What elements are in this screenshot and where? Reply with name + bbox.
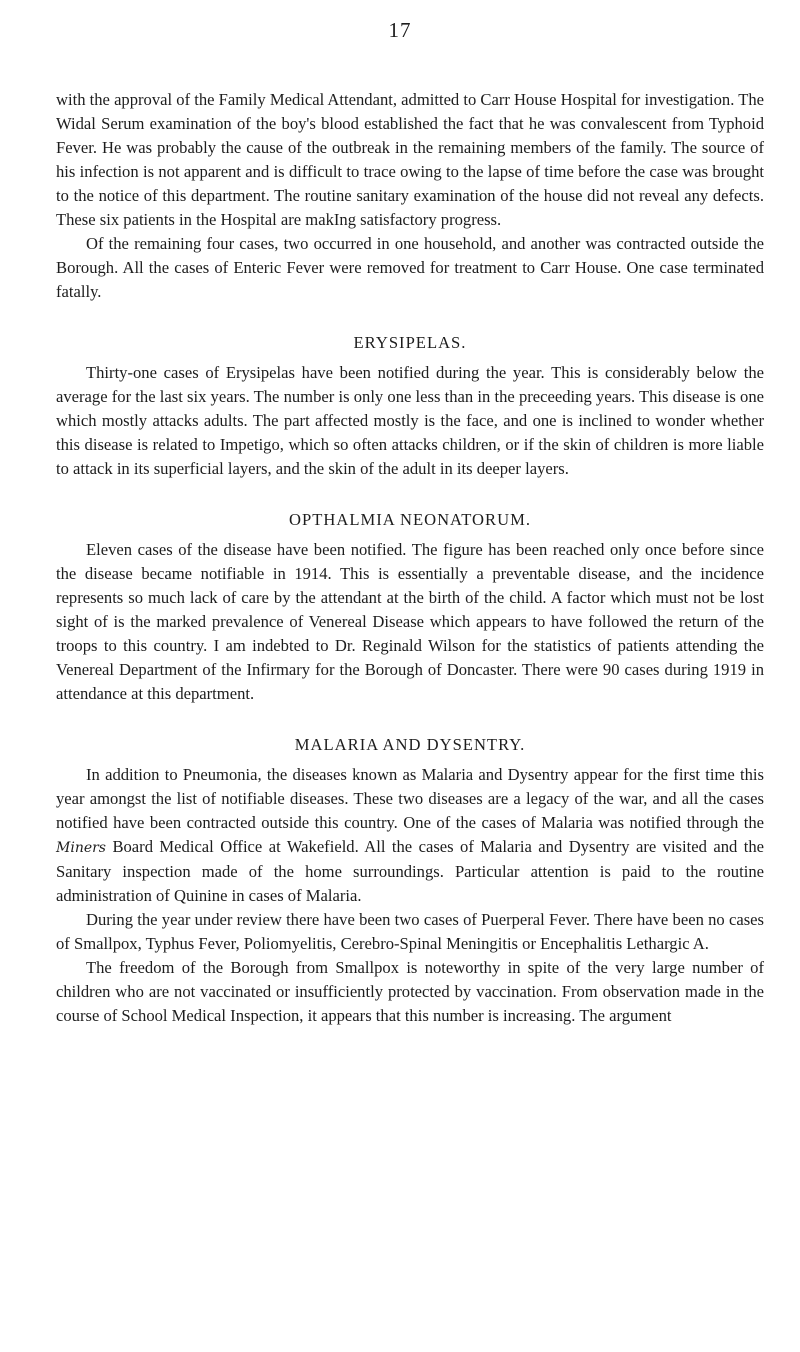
section-heading-opthalmia: OPTHALMIA NEONATORUM. — [289, 510, 531, 529]
malaria-paragraph-2: During the year under review there have been two cases of Puerperal Fever. There have been no cases of Smallpox, Typhus Fever, Poliomyelitis, Cerebro-Spinal Meningitis or Encephalitis Lethargic A. — [56, 910, 764, 953]
opthalmia-paragraph: Eleven cases of the disease have been notified. The figure has been reached only once before since the disease became notifiable in 1914. This is essentially a preventable disease, and the incidence represents so much lack of care by the attendant at the birth of the child. A factor which must not be lost sight of is the marked prevalence of Venereal Disease which appears to have followed the return of the troops to this country. I am indebted to Dr. Reginald Wilson for the statistics of patients attending the Venereal Department of the Infirmary for the Borough of Doncaster. There were 90 cases during 1919 in attendance at this department. — [56, 540, 764, 703]
intro-paragraph-2: Of the remaining four cases, two occurred in one household, and another was contracted outside the Borough. All the cases of Enteric Fever were removed for treatment to Carr House. One case terminated fatally. — [56, 234, 764, 301]
malaria-text-a: In addition to Pneumonia, the diseases known as Malaria and Dysentry appear for the first time this year amongst the list of notifiable diseases. These two diseases are a legacy of the war, and all the cases notified have been contracted outside this country. One of the cases of Malaria was notified through the — [56, 765, 764, 832]
page-number: 17 — [388, 18, 412, 42]
malaria-paragraph-3: The freedom of the Borough from Smallpox is noteworthy in spite of the very large number of children who are not vaccinated or insufficiently protected by vaccination. From observation made in the course of School Medical Inspection, it appears that this number is increasing. The argument — [56, 958, 764, 1025]
page-body — [56, 88, 764, 1028]
malaria-text-b: Board Medical Office at Wakefield. All the cases of Malaria and Dysentry are visited and the Sanitary inspection made of the home surroundings. Particular attention is paid to the routine administration of Quinine in cases of Malaria. — [56, 837, 764, 905]
intro-paragraph-1: with the approval of the Family Medical Attendant, admitted to Carr House Hospital for investigation. The Widal Serum examination of the boy's blood established the fact that he was convalescent from Typhoid Fever. He was probably the cause of the outbreak in the remaining members of the family. The source of his infection is not apparent and is difficult to trace owing to the lapse of time before the case was brought to the notice of this department. The routine sanitary examination of the house did not reveal any defects. These six patients in the Hospital are makIng satisfactory progress. — [56, 90, 765, 229]
malaria-paragraph-1 — [56, 763, 764, 908]
section-heading-malaria: MALARIA AND DYSENTRY. — [294, 735, 526, 754]
handwritten-insert: Miners — [56, 840, 106, 856]
section-heading-erysipelas: ERYSIPELAS. — [353, 333, 467, 352]
erysipelas-paragraph: Thirty-one cases of Erysipelas have been notified during the year. This is considerably below the average for the last six years. The number is only one less than in the preceeding years. This disease is one which mostly attacks adults. The part affected mostly is the face, and one is inclined to wonder whether this disease is related to Impetigo, which so often attacks children, or if the skin of children is more liable to attack in its superficial layers, and the skin of the adult in its deeper layers. — [56, 363, 764, 478]
